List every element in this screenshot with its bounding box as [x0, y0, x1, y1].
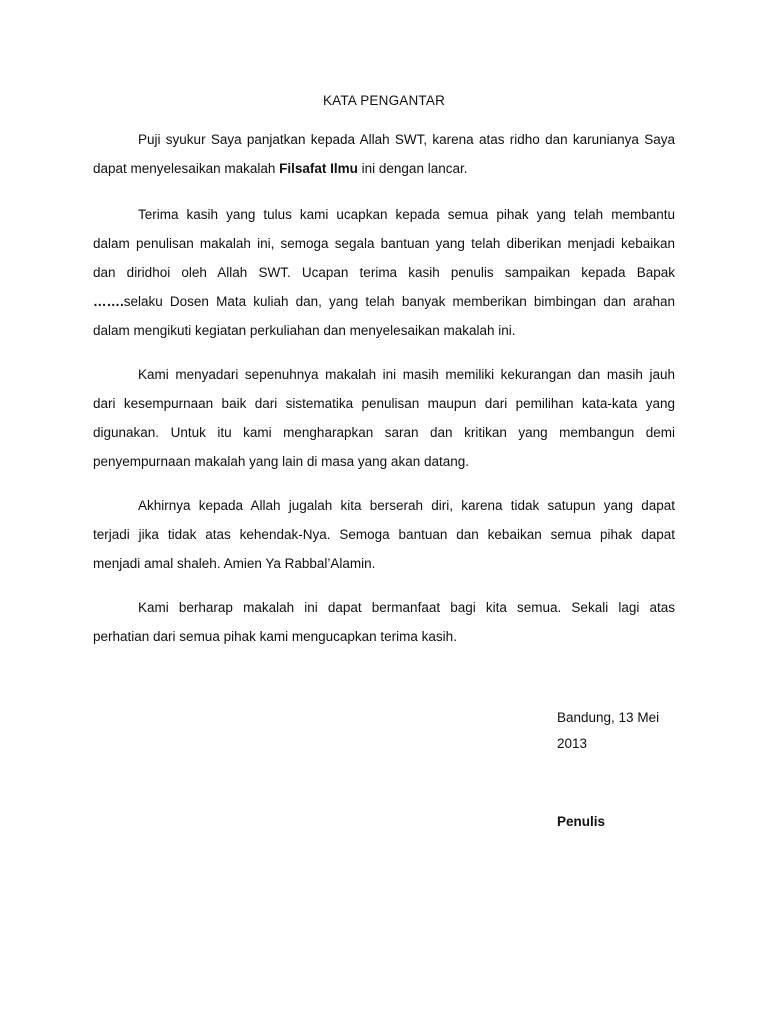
paragraph-line: penyempurnaan makalah yang lain di masa yang akan datang. — [93, 454, 470, 469]
signature-date-block — [557, 705, 659, 757]
paragraph-line: Kami menyadari sepenuhnya makalah ini masih memiliki kekurangan dan masih jauh — [138, 367, 675, 382]
paragraph-1 — [93, 125, 675, 183]
paragraph-line: Kami berharap makalah ini dapat bermanfaat bagi kita semua. Sekali lagi atas — [138, 600, 675, 615]
bold-course-name: Filsafat Ilmu — [279, 161, 358, 176]
paragraph-line: dan diridhoi oleh Allah SWT. Ucapan terima kasih penulis sampaikan kepada Bapak — [93, 265, 675, 280]
paragraph-line: dalam penulisan makalah ini, semoga segala bantuan yang telah diberikan menjadi kebaikan — [93, 236, 675, 251]
paragraph-line: Terima kasih yang tulus kami ucapkan kepada semua pihak yang telah membantu — [138, 207, 675, 222]
paragraph-line — [93, 287, 675, 316]
text-run: dapat menyelesaikan makalah — [93, 161, 280, 176]
paragraph-line: perhatian dari semua pihak kami mengucapkan terima kasih. — [93, 629, 457, 644]
paragraph-line: Puji syukur Saya panjatkan kepada Allah SWT, karena atas ridho dan karunianya Saya — [138, 132, 675, 147]
signature-place-date: Bandung, 13 Mei — [557, 710, 660, 725]
paragraph-line: dalam mengikuti kegiatan perkuliahan dan menyelesaikan makalah ini. — [93, 323, 516, 338]
paragraph-5 — [93, 593, 675, 651]
paragraph-line — [93, 154, 675, 183]
signature-author: Penulis — [557, 814, 606, 829]
paragraph-4 — [93, 491, 675, 578]
text-run: ini dengan lancar. — [357, 161, 468, 176]
signature-year: 2013 — [557, 736, 588, 751]
paragraph-line: digunakan. Untuk itu kami mengharapkan saran dan kritikan yang membangun demi — [93, 425, 675, 440]
paragraph-line: terjadi jika tidak atas kehendak-Nya. Semoga bantuan dan kebaikan semua pihak dapat — [93, 527, 675, 542]
paragraph-line: menjadi amal shaleh. Amien Ya Rabbal’Alamin. — [93, 556, 376, 571]
paragraph-3 — [93, 360, 675, 476]
page-title: KATA PENGANTAR — [322, 93, 446, 108]
text-run: selaku Dosen Mata kuliah dan, yang telah banyak memberikan bimbingan dan arahan — [123, 294, 675, 309]
paragraph-2 — [93, 200, 675, 345]
ellipsis-placeholder: ……. — [93, 294, 124, 309]
paragraph-line: dari kesempurnaan baik dari sistematika penulisan maupun dari pemilihan kata-kata yang — [93, 396, 675, 411]
paragraph-line: Akhirnya kepada Allah jugalah kita berserah diri, karena tidak satupun yang dapat — [138, 498, 675, 513]
